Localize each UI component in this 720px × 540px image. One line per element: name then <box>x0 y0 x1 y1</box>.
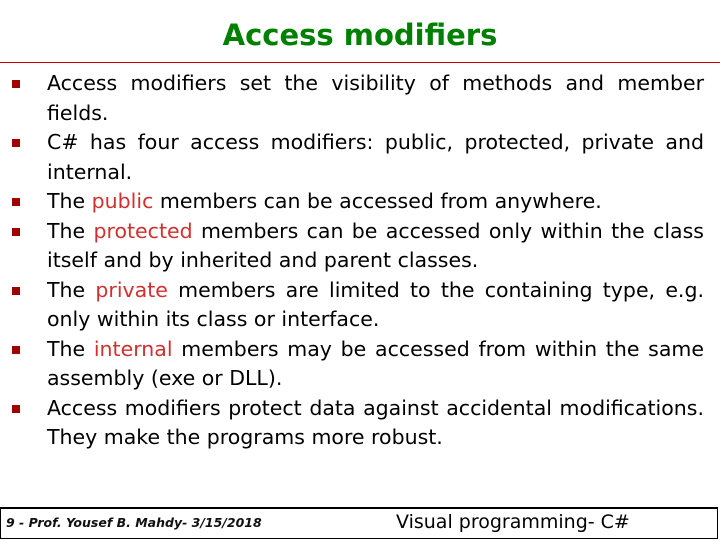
keyword-private: private <box>95 277 168 302</box>
keyword-public: public <box>91 189 154 213</box>
bullet-text-post: members can be accessed only within the class itself and by inherited and parent classes. <box>47 218 704 272</box>
bullet-text-post: members are limited to the containing type, e.g. only within its class or interface. <box>47 277 704 331</box>
bullet-text-post: members can be accessed from anywhere. <box>153 189 602 213</box>
keyword-internal: internal <box>93 336 173 361</box>
square-bullet-icon <box>12 346 20 354</box>
bullet-text-pre: The <box>47 336 94 361</box>
footer-author-date: 9 - Prof. Yousef B. Mahdy- 3/15/2018 <box>6 515 262 530</box>
square-bullet-icon <box>12 287 20 295</box>
square-bullet-icon <box>12 228 20 236</box>
slide-title: Access modifiers <box>222 18 498 52</box>
bullet-item <box>10 394 704 453</box>
bullet-text-pre: The <box>47 277 96 302</box>
bullet-list <box>10 69 704 453</box>
bullet-item <box>10 187 704 217</box>
bullet-text: C# has four access modifiers: public, protected, private and internal. <box>47 130 704 184</box>
bullet-text-pre: The <box>47 218 94 243</box>
bullet-item <box>10 69 704 128</box>
keyword-protected: protected <box>93 218 193 243</box>
bullet-text-pre: The <box>47 189 92 213</box>
square-bullet-icon <box>12 139 20 147</box>
bullet-item <box>10 217 704 276</box>
bullet-item <box>10 276 704 335</box>
square-bullet-icon <box>12 405 20 413</box>
square-bullet-icon <box>12 198 20 206</box>
bullet-text-post: members may be accessed from within the same assembly (exe or DLL). <box>47 336 704 390</box>
bullet-text: Access modifiers protect data against accidental modifications. They make the programs more robust. <box>47 395 704 449</box>
square-bullet-icon <box>12 80 20 88</box>
bullet-text: Access modifiers set the visibility of methods and member fields. <box>47 71 704 125</box>
title-underline <box>0 62 720 63</box>
bullet-item <box>10 128 704 187</box>
bullet-item <box>10 335 704 394</box>
footer-course-title: Visual programming- C# <box>396 511 630 533</box>
